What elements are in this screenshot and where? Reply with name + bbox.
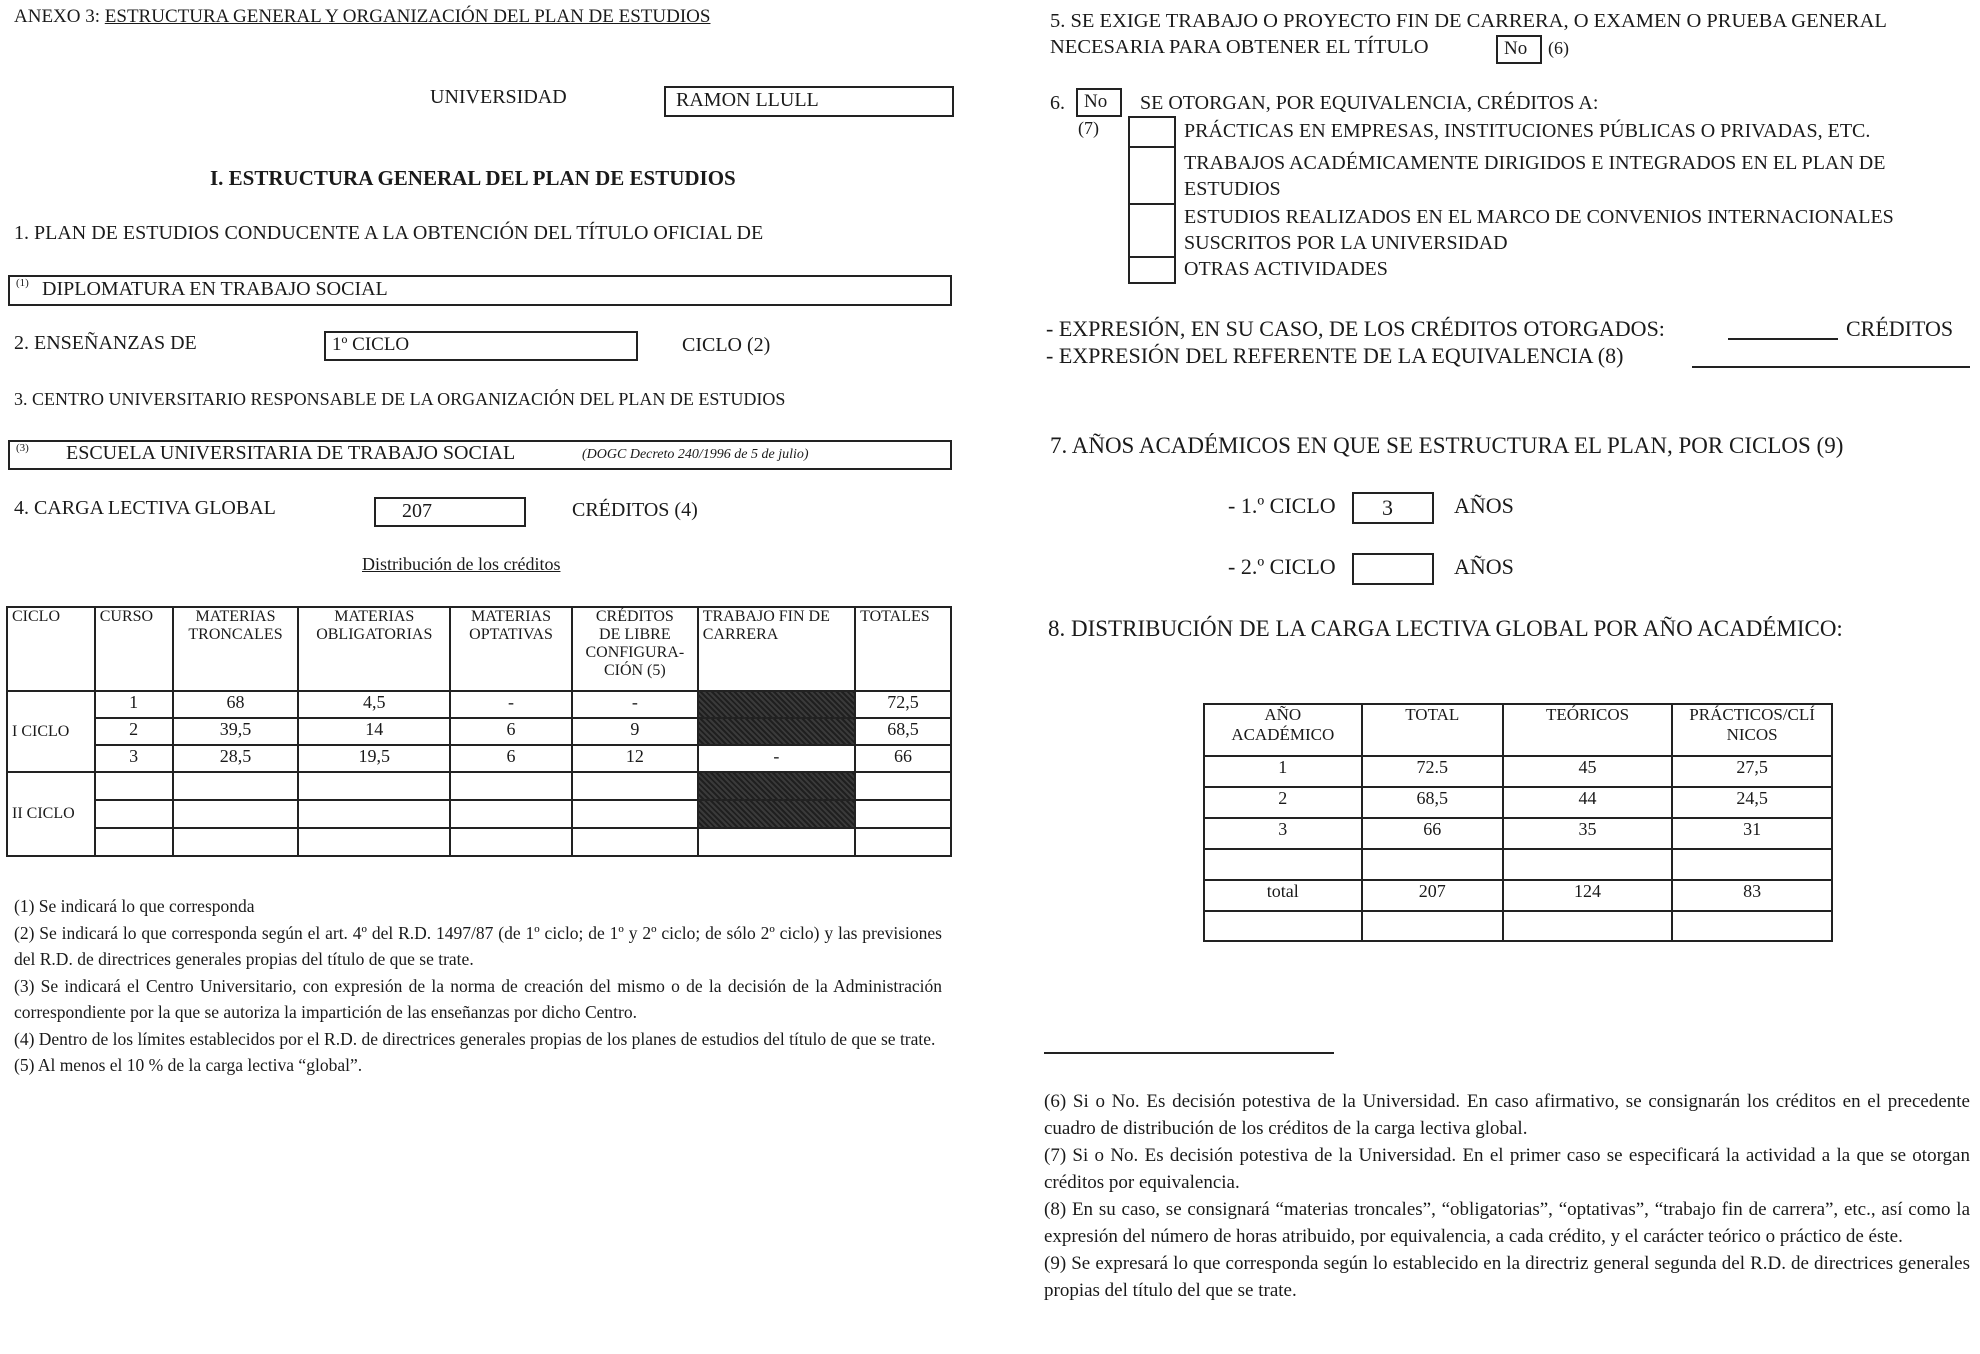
table-cell: 3 bbox=[95, 745, 173, 772]
table-row bbox=[1204, 911, 1832, 941]
item5-line2: NECESARIA PARA OBTENER EL TÍTULO bbox=[1050, 36, 1429, 58]
table-cell bbox=[450, 772, 572, 800]
table-row bbox=[1204, 756, 1832, 787]
footnote: (4) Dentro de los límites establecidos por el R.D. de directrices generales propias de los planes de estudios del título de que se trate. bbox=[14, 1028, 936, 1049]
footnote: (2) Se indicará lo que corresponda según el art. 4º del R.D. 1497/87 (de 1º ciclo; de 1º y 2º ciclo; de sólo 2º ciclo) y las previsiones del R.D. de directrices generales propias del título de que se trate. bbox=[14, 922, 942, 969]
table-cell: 6 bbox=[450, 745, 572, 772]
annex-heading bbox=[14, 6, 710, 28]
table-cell bbox=[450, 800, 572, 828]
table-cell bbox=[173, 800, 299, 828]
table-cell: 66 bbox=[1362, 818, 1503, 849]
credits-table-header-row bbox=[7, 607, 951, 691]
table-cell bbox=[173, 772, 299, 800]
item6-num: 6. bbox=[1050, 92, 1065, 114]
expr2-text: - EXPRESIÓN DEL REFERENTE DE LA EQUIVALENCIA (8) bbox=[1046, 343, 1624, 368]
ciclo1-years-value: 3 bbox=[1382, 495, 1393, 520]
table-cell: 27,5 bbox=[1672, 756, 1832, 787]
table-cell: 28,5 bbox=[173, 745, 299, 772]
cycle-field bbox=[324, 331, 638, 361]
expr1-text: - EXPRESIÓN, EN SU CASO, DE LOS CRÉDITOS OTORGADOS: bbox=[1046, 316, 1665, 341]
university-label: UNIVERSIDAD bbox=[430, 86, 567, 108]
table-cell: 19,5 bbox=[298, 745, 450, 772]
annual-load-table bbox=[1203, 703, 1833, 942]
ciclo1-years-suffix: AÑOS bbox=[1454, 493, 1514, 518]
table-cell bbox=[572, 828, 698, 856]
expr2-blank bbox=[1692, 366, 1970, 368]
header-cell: CURSO bbox=[95, 607, 173, 691]
center-note: (DOGC Decreto 240/1996 de 5 de julio) bbox=[582, 447, 809, 462]
table-cell bbox=[95, 828, 173, 856]
table-cell bbox=[298, 828, 450, 856]
table-cell: 2 bbox=[1204, 787, 1362, 818]
header-cell: AÑO ACADÉMICO bbox=[1204, 704, 1362, 756]
ciclo1-label: I CICLO bbox=[7, 691, 95, 772]
ciclo1-years-field bbox=[1352, 492, 1434, 524]
table-cell: 1 bbox=[95, 691, 173, 718]
item5-mark: (6) bbox=[1548, 38, 1569, 58]
annual-table-header-row bbox=[1204, 704, 1832, 756]
title-field bbox=[8, 275, 952, 306]
equivalence-field bbox=[1076, 88, 1122, 117]
title-value: DIPLOMATURA EN TRABAJO SOCIAL bbox=[42, 278, 388, 300]
table-cell: 72.5 bbox=[1362, 756, 1503, 787]
redacted-cell bbox=[698, 691, 855, 718]
footnote: (3) Se indicará el Centro Universitario, con expresión de la norma de creación del mismo o de la decisión de la Administración correspondiente por la que se autoriza la impartición de las enseñanzas por dicho Centro. bbox=[14, 975, 942, 1022]
footnote: (1) Se indicará lo que corresponda bbox=[14, 896, 255, 916]
table-cell: 66 bbox=[855, 745, 951, 772]
equivalence-value: No bbox=[1084, 91, 1108, 112]
item4-suffix: CRÉDITOS (4) bbox=[572, 499, 698, 521]
table-cell: 72,5 bbox=[855, 691, 951, 718]
table-cell bbox=[1362, 849, 1503, 880]
credits-value: 207 bbox=[402, 500, 432, 522]
table-cell: 44 bbox=[1503, 787, 1672, 818]
table-cell bbox=[1204, 849, 1362, 880]
table-cell: - bbox=[572, 691, 698, 718]
equivalence-option-trabajos: TRABAJOS ACADÉMICAMENTE DIRIGIDOS E INTEGRADOS EN EL PLAN DE ESTUDIOS bbox=[1184, 152, 1886, 200]
table-cell: 45 bbox=[1503, 756, 1672, 787]
table-cell: 39,5 bbox=[173, 718, 299, 745]
table-cell bbox=[855, 800, 951, 828]
distribution-title: Distribución de los créditos bbox=[362, 554, 561, 574]
credits-table bbox=[6, 606, 952, 857]
table-cell bbox=[572, 800, 698, 828]
item2-suffix: CICLO (2) bbox=[682, 334, 771, 356]
footnote: (5) Al menos el 10 % de la carga lectiva “global”. bbox=[14, 1055, 363, 1075]
equivalence-option-convenios: ESTUDIOS REALIZADOS EN EL MARCO DE CONVENIOS INTERNACIONALES SUSCRITOS POR LA UNIVERSIDAD bbox=[1184, 206, 1894, 254]
table-row bbox=[1204, 818, 1832, 849]
item6-mark: (7) bbox=[1078, 118, 1099, 138]
table-cell bbox=[698, 828, 855, 856]
header-cell: TOTAL bbox=[1362, 704, 1503, 756]
item5-line1: 5. SE EXIGE TRABAJO O PROYECTO FIN DE CARRERA, O EXAMEN O PRUEBA GENERAL bbox=[1050, 10, 1887, 32]
table-cell: 68,5 bbox=[855, 718, 951, 745]
table-cell bbox=[855, 828, 951, 856]
university-field bbox=[664, 86, 954, 117]
header-cell: MATERIAS OBLIGATORIAS bbox=[298, 607, 450, 691]
table-cell: 207 bbox=[1362, 880, 1503, 911]
table-cell bbox=[450, 828, 572, 856]
expr1-suffix: CRÉDITOS bbox=[1846, 316, 1954, 341]
table-cell: 124 bbox=[1503, 880, 1672, 911]
table-row bbox=[7, 718, 951, 745]
table-cell: - bbox=[698, 745, 855, 772]
annex-prefix: ANEXO 3: bbox=[14, 6, 101, 27]
table-cell bbox=[1503, 849, 1672, 880]
footnote: (7) Si o No. Es decisión potestiva de la Universidad. En el primer caso se especificará la actividad a la que se otorgan créditos por equivalencia. bbox=[1044, 1145, 1970, 1193]
cycle-value: 1º CICLO bbox=[332, 334, 410, 355]
table-cell bbox=[572, 772, 698, 800]
table-cell: 12 bbox=[572, 745, 698, 772]
table-cell: 68,5 bbox=[1362, 787, 1503, 818]
center-field bbox=[8, 440, 952, 470]
table-cell: - bbox=[450, 691, 572, 718]
item1-text: 1. PLAN DE ESTUDIOS CONDUCENTE A LA OBTENCIÓN DEL TÍTULO OFICIAL DE bbox=[14, 222, 764, 244]
table-row bbox=[7, 772, 951, 800]
table-cell: 31 bbox=[1672, 818, 1832, 849]
redacted-cell bbox=[698, 800, 855, 828]
section-title: I. ESTRUCTURA GENERAL DEL PLAN DE ESTUDIOS bbox=[210, 166, 736, 190]
table-cell bbox=[1672, 849, 1832, 880]
item3-text: 3. CENTRO UNIVERSITARIO RESPONSABLE DE LA ORGANIZACIÓN DEL PLAN DE ESTUDIOS bbox=[14, 389, 786, 409]
equivalence-option-otras: OTRAS ACTIVIDADES bbox=[1184, 258, 1388, 280]
item4-label: 4. CARGA LECTIVA GLOBAL bbox=[14, 497, 276, 519]
table-row bbox=[1204, 849, 1832, 880]
header-cell: TEÓRICOS bbox=[1503, 704, 1672, 756]
table-cell: 2 bbox=[95, 718, 173, 745]
redacted-cell bbox=[698, 718, 855, 745]
table-cell: 6 bbox=[450, 718, 572, 745]
table-cell: total bbox=[1204, 880, 1362, 911]
table-cell: 35 bbox=[1503, 818, 1672, 849]
header-cell: TOTALES bbox=[855, 607, 951, 691]
ciclo1-years-label: - 1.º CICLO bbox=[1228, 493, 1336, 518]
thesis-required-value: No bbox=[1504, 38, 1528, 59]
center-value: ESCUELA UNIVERSITARIA DE TRABAJO SOCIAL bbox=[66, 442, 516, 464]
item8-text: 8. DISTRIBUCIÓN DE LA CARGA LECTIVA GLOBAL POR AÑO ACADÉMICO: bbox=[1048, 616, 1843, 641]
table-cell bbox=[173, 828, 299, 856]
table-cell bbox=[1204, 911, 1362, 941]
table-cell: 4,5 bbox=[298, 691, 450, 718]
table-cell bbox=[298, 772, 450, 800]
table-cell: 14 bbox=[298, 718, 450, 745]
header-cell: TRABAJO FIN DE CARRERA bbox=[698, 607, 855, 691]
table-cell bbox=[1503, 911, 1672, 941]
header-cell: PRÁCTICOS/CLÍ NICOS bbox=[1672, 704, 1832, 756]
thesis-required-field bbox=[1496, 35, 1542, 64]
footnote: (9) Se expresará lo que corresponda según lo establecido en la directriz general segunda del R.D. de directrices generales propias del título del que se trate. bbox=[1044, 1253, 1970, 1301]
table-cell bbox=[1362, 911, 1503, 941]
table-cell: 24,5 bbox=[1672, 787, 1832, 818]
table-row bbox=[1204, 787, 1832, 818]
ciclo2-years-field bbox=[1352, 553, 1434, 585]
table-row bbox=[7, 745, 951, 772]
table-row bbox=[7, 828, 951, 856]
table-cell bbox=[298, 800, 450, 828]
item6-text: SE OTORGAN, POR EQUIVALENCIA, CRÉDITOS A: bbox=[1140, 92, 1599, 114]
equivalence-option-practicas: PRÁCTICAS EN EMPRESAS, INSTITUCIONES PÚBLICAS O PRIVADAS, ETC. bbox=[1184, 120, 1871, 142]
credits-field bbox=[374, 497, 526, 527]
item7-text: 7. AÑOS ACADÉMICOS EN QUE SE ESTRUCTURA EL PLAN, POR CICLOS (9) bbox=[1050, 433, 1844, 458]
annex-title: ESTRUCTURA GENERAL Y ORGANIZACIÓN DEL PLAN DE ESTUDIOS bbox=[104, 6, 711, 27]
title-mark: (1) bbox=[16, 277, 29, 289]
redacted-cell bbox=[698, 772, 855, 800]
table-row bbox=[7, 691, 951, 718]
table-cell bbox=[855, 772, 951, 800]
header-cell: CICLO bbox=[7, 607, 95, 691]
equivalence-checkbox-group bbox=[1128, 116, 1176, 284]
header-cell: MATERIAS OPTATIVAS bbox=[450, 607, 572, 691]
table-row bbox=[7, 800, 951, 828]
university-value: RAMON LLULL bbox=[676, 89, 819, 111]
item2-label: 2. ENSEÑANZAS DE bbox=[14, 332, 197, 354]
expr1-blank bbox=[1728, 338, 1838, 340]
table-cell: 9 bbox=[572, 718, 698, 745]
ciclo2-years-label: - 2.º CICLO bbox=[1228, 554, 1336, 579]
footnote: (8) En su caso, se consignará “materias troncales”, “obligatorias”, “optativas”, “trabajo fin de carrera”, etc., así como la expresión del número de horas atribuido, por equivalencia, a cada crédito, y el carácter teórico o práctico de éste. bbox=[1044, 1199, 1970, 1247]
header-cell: CRÉDITOS DE LIBRE CONFIGURA- CIÓN (5) bbox=[572, 607, 698, 691]
table-cell bbox=[1672, 911, 1832, 941]
footnote: (6) Si o No. Es decisión potestiva de la Universidad. En caso afirmativo, se consignarán los créditos en el precedente cuadro de distribución de los créditos de la carga lectiva global. bbox=[1044, 1091, 1970, 1139]
header-cell: MATERIAS TRONCALES bbox=[173, 607, 299, 691]
right-footnotes bbox=[1044, 1088, 1970, 1304]
left-footnotes bbox=[14, 893, 942, 1079]
table-cell: 83 bbox=[1672, 880, 1832, 911]
ciclo2-years-suffix: AÑOS bbox=[1454, 554, 1514, 579]
table-cell: 1 bbox=[1204, 756, 1362, 787]
table-cell: 3 bbox=[1204, 818, 1362, 849]
table-cell: 68 bbox=[173, 691, 299, 718]
center-mark: (3) bbox=[16, 442, 29, 454]
footnote-separator bbox=[1044, 1052, 1334, 1054]
table-cell bbox=[95, 772, 173, 800]
ciclo2-label: II CICLO bbox=[7, 772, 95, 856]
table-cell bbox=[95, 800, 173, 828]
table-row bbox=[1204, 880, 1832, 911]
